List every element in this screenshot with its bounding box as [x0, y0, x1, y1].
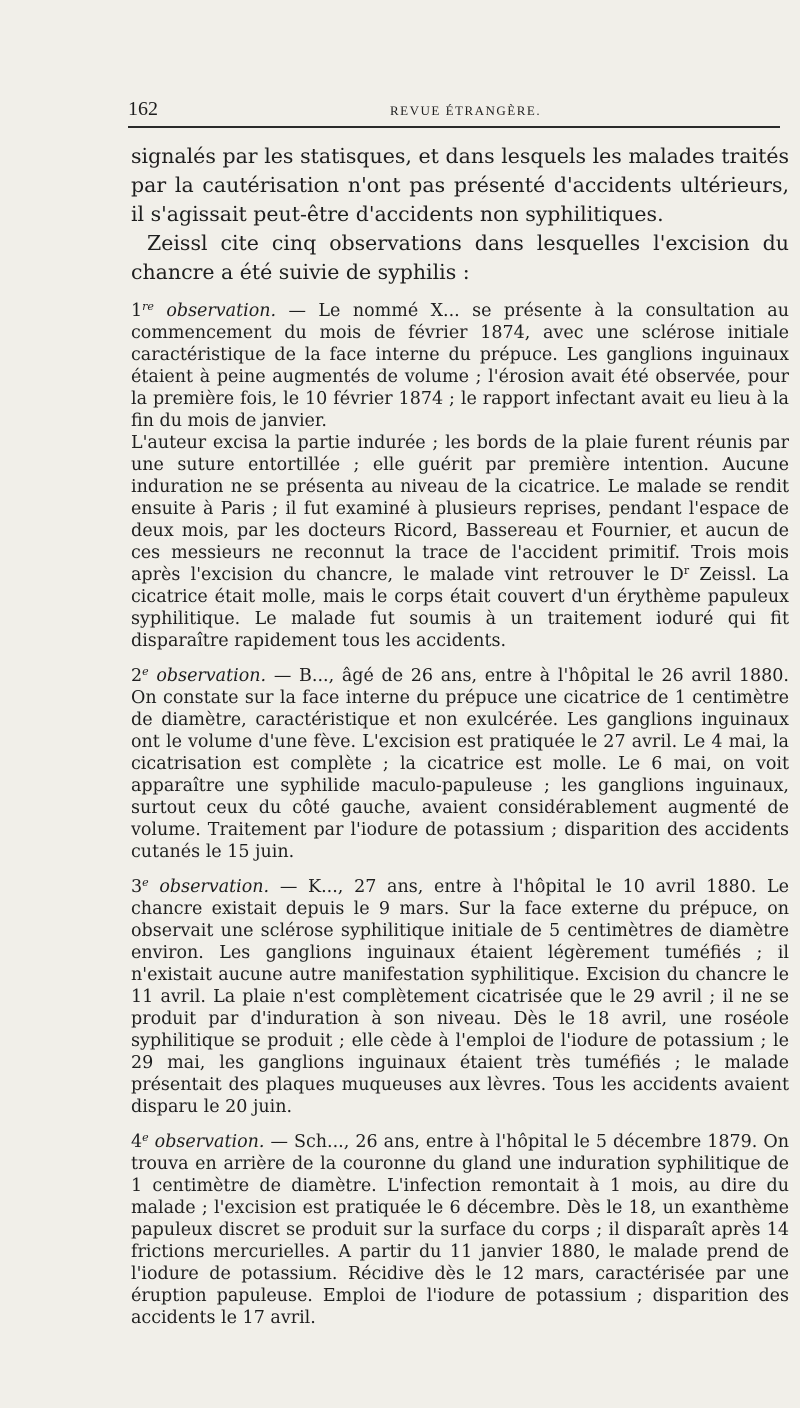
observation-number: 2 [131, 666, 143, 686]
observation-1-continued [131, 432, 789, 652]
observation-2 [131, 665, 789, 863]
doctor-abbrev-sup: r [683, 564, 690, 577]
paragraph-zeissl: Zeissl cite cinq observations dans lesquelles l'excision du chancre a été suivie de syphilis : [131, 231, 789, 284]
observation-label: observation. [148, 877, 270, 897]
observation-ordinal: e [142, 1131, 149, 1144]
observation-number: 4 [131, 1132, 143, 1152]
page-header [128, 98, 788, 122]
page-body [131, 142, 789, 1329]
observation-label: observation. [153, 301, 277, 321]
observation-3 [131, 876, 789, 1118]
header-rule [128, 126, 780, 128]
paragraph-text: L'auteur excisa la partie indurée ; les bords de la plaie furent réunis par une suture entortillée ; elle guérit par première intention. Aucune induration ne se présenta au niveau de la cicatrice. Le malade se rendit ensuite à Paris ; il fut examiné à plusieurs reprises, pendant l'espace de deux mois, par les docteurs Ricord, Bassereau et Fournier, et aucun de ces messieurs ne reconnut la trace de l'accident primitif. Trois mois après l'excision du chancre, le malade vint retrouver le D [131, 433, 789, 585]
observation-ordinal: re [142, 300, 154, 313]
running-head: REVUE ÉTRANGÈRE. [390, 103, 542, 118]
paragraph-text: Zeissl. La cicatrice était molle, mais le corps était couvert d'un érythème papuleux syphilitique. Le malade fut soumis à un traitement ioduré qui fit disparaître rapidement tous les accidents. [131, 565, 789, 651]
observation-number: 1 [131, 301, 143, 321]
paragraph-intro: signalés par les statisques, et dans lesquels les malades traités par la cautérisation n'ont pas présenté d'accidents ultérieurs, il s'agissait peut-être d'accidents non syphilitiques. [131, 144, 789, 226]
observation-ordinal: e [142, 665, 149, 678]
observation-ordinal: e [142, 876, 149, 889]
observation-4 [131, 1131, 789, 1329]
observation-label: observation. [148, 666, 267, 686]
observation-label: observation. [148, 1132, 265, 1152]
observation-text: — Le nommé X... se présente à la consultation au commencement du mois de février 1874, avec une sclérose initiale caractéristique de la face interne du prépuce. Les ganglions inguinaux étaient à peine augmentés de volume ; l'érosion avait été observée, pour la première fois, le 10 février 1874 ; le rapport infectant avait eu lieu à la fin du mois de janvier. [131, 301, 790, 431]
observation-number: 3 [131, 877, 143, 897]
page-number: 162 [128, 98, 158, 120]
observation-text: — B..., âgé de 26 ans, entre à l'hôpital le 26 avril 1880. On constate sur la face interne du prépuce une cicatrice de 1 centimètre de diamètre, caractéristique et non exulcérée. Les ganglions inguinaux ont le volume d'une fève. L'excision est pratiquée le 27 avril. Le 4 mai, la cicatrisation est complète ; la cicatrice est molle. Le 6 mai, on voit apparaître une syphilide maculo-papuleuse ; les ganglions inguinaux, surtout ceux du côté gauche, avaient considérablement augmenté de volume. Traitement par l'iodure de potassium ; disparition des accidents cutanés le 15 juin. [131, 666, 789, 862]
observation-1 [131, 300, 789, 432]
observation-text: — K..., 27 ans, entre à l'hôpital le 10 avril 1880. Le chancre existait depuis le 9 mars. Sur la face externe du prépuce, on observait une sclérose syphilitique initiale de 5 centimètres de diamètre environ. Les ganglions inguinaux étaient légèrement tuméfiés ; il n'existait aucune autre manifestation syphilitique. Excision du chancre le 11 avril. La plaie n'est complètement cicatrisée que le 29 avril ; il ne se produit par d'induration à son niveau. Dès le 18 avril, une roséole syphilitique se produit ; elle cède à l'emploi de l'iodure de potassium ; le 29 mai, les ganglions inguinaux étaient très tuméfiés ; le malade présentait des plaques muqueuses aux lèvres. Tous les accidents avaient disparu le 20 juin. [131, 877, 789, 1117]
observation-text: — Sch..., 26 ans, entre à l'hôpital le 5 décembre 1879. On trouva en arrière de la couronne du gland une induration syphilitique de 1 centimètre de diamètre. L'infection remontait à 1 mois, au dire du malade ; l'excision est pratiquée le 6 décembre. Dès le 18, un exanthème papuleux discret se produit sur la surface du corps ; il disparaît après 14 frictions mercurielles. A partir du 11 janvier 1880, le malade prend de l'iodure de potassium. Récidive dès le 12 mars, caractérisée par une éruption papuleuse. Emploi de l'iodure de potassium ; disparition des accidents le 17 avril. [131, 1132, 790, 1328]
